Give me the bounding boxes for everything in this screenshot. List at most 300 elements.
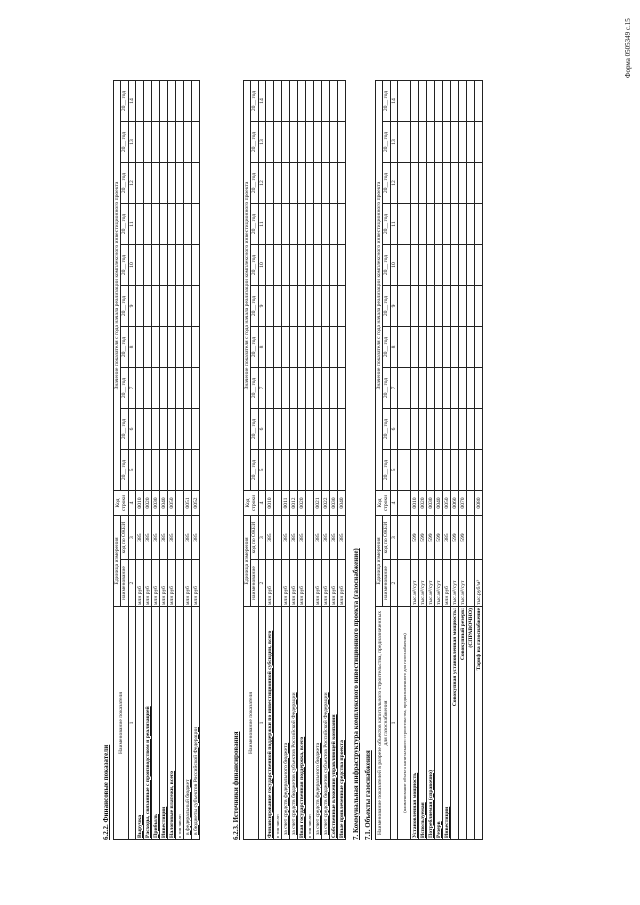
- code-cell: 0010: [411, 491, 419, 516]
- value-cell: [266, 163, 274, 204]
- row-label: за счет средств бюджетов субъектов Российской Федерации: [290, 607, 298, 840]
- value-cell: [168, 204, 176, 245]
- col-unit-header: Единица измерения: [114, 516, 121, 607]
- value-cell: [443, 286, 451, 327]
- value-cell: [274, 368, 282, 409]
- value-cell: [266, 204, 274, 245]
- value-cell: [443, 409, 451, 450]
- value-cell: [282, 122, 290, 163]
- col-name-header: Наименование показателя: [114, 607, 129, 840]
- value-cell: [475, 204, 483, 245]
- value-cell: [152, 286, 160, 327]
- value-cell: [314, 327, 322, 368]
- code-cell: 0022: [322, 491, 330, 516]
- value-cell: [144, 368, 152, 409]
- value-cell: [338, 81, 346, 122]
- value-cell: [451, 122, 459, 163]
- okei-cell: [176, 516, 184, 560]
- value-cell: [443, 122, 451, 163]
- code-cell: 0051: [184, 491, 192, 516]
- table-row: [282, 81, 290, 840]
- value-cell: [144, 81, 152, 122]
- value-cell: [398, 368, 411, 409]
- value-cell: [459, 450, 467, 491]
- value-cell: [475, 81, 483, 122]
- value-cell: [427, 450, 435, 491]
- code-cell: 0020: [298, 491, 306, 516]
- value-cell: [282, 368, 290, 409]
- value-cell: [467, 286, 475, 327]
- value-cell: [398, 163, 411, 204]
- year-header: 20__ год: [121, 245, 128, 286]
- year-header: 20__ год: [251, 286, 258, 327]
- value-cell: [475, 245, 483, 286]
- unit-subheader: наименование: [383, 560, 390, 607]
- value-cell: [443, 450, 451, 491]
- year-header: 20__ год: [383, 368, 390, 409]
- okei-cell: 385: [290, 516, 298, 560]
- value-cell: [290, 81, 298, 122]
- value-cell: [330, 122, 338, 163]
- table-row: [467, 81, 475, 840]
- row-label: в федеральный бюджет: [184, 607, 192, 840]
- value-cell: [168, 81, 176, 122]
- column-number: 4: [390, 491, 397, 516]
- value-cell: [192, 122, 200, 163]
- value-cell: [314, 204, 322, 245]
- value-cell: [451, 327, 459, 368]
- column-number: 5: [390, 450, 397, 491]
- row-label: Установленная мощность: [411, 607, 419, 840]
- subsection-heading: 7.1. Объекты газоснабжения: [364, 750, 372, 840]
- unit-cell: тыс.м³/сут: [459, 560, 467, 607]
- value-cell: [144, 286, 152, 327]
- value-cell: [176, 245, 184, 286]
- year-header: 20__ год: [121, 450, 128, 491]
- row-label: Иная государственная поддержка, всего: [298, 607, 306, 840]
- column-number: 2: [258, 560, 265, 607]
- table-row: [160, 81, 168, 840]
- value-cell: [144, 409, 152, 450]
- value-cell: [398, 409, 411, 450]
- financing-sources-block: [232, 80, 346, 840]
- value-cell: [136, 163, 144, 204]
- year-header: 20__ год: [121, 163, 128, 204]
- value-cell: [435, 245, 443, 286]
- okei-cell: 385: [443, 516, 451, 560]
- year-header: 20__ год: [251, 245, 258, 286]
- value-cell: [338, 368, 346, 409]
- table-row: [459, 81, 467, 840]
- value-cell: [176, 204, 184, 245]
- value-cell: [467, 81, 475, 122]
- value-cell: [266, 368, 274, 409]
- unit-cell: тыс.м³/сут: [419, 560, 427, 607]
- column-number: 2: [390, 560, 397, 607]
- column-number: 1: [258, 607, 265, 840]
- value-cell: [411, 409, 419, 450]
- value-cell: [330, 245, 338, 286]
- column-number: 10: [258, 245, 265, 286]
- row-label: за счет средств бюджетов субъектов Российской Федерации: [322, 607, 330, 840]
- value-cell: [459, 204, 467, 245]
- row-label: в бюджеты субъектов Российской Федерации: [192, 607, 200, 840]
- unit-cell: [306, 560, 314, 607]
- value-cell: [459, 409, 467, 450]
- year-header: 20__ год: [251, 368, 258, 409]
- year-header: 20__ год: [383, 163, 390, 204]
- column-number: 6: [128, 409, 135, 450]
- value-cell: [290, 368, 298, 409]
- value-cell: [192, 245, 200, 286]
- value-cell: [136, 245, 144, 286]
- value-cell: [184, 245, 192, 286]
- column-number: 10: [128, 245, 135, 286]
- value-cell: [338, 327, 346, 368]
- value-cell: [306, 286, 314, 327]
- form-code: Форма 0505349 с.15: [624, 18, 632, 78]
- value-cell: [338, 204, 346, 245]
- row-label: в том числе:: [274, 607, 282, 840]
- value-cell: [427, 286, 435, 327]
- value-cell: [411, 368, 419, 409]
- column-number: 3: [390, 516, 397, 560]
- value-cell: [274, 286, 282, 327]
- value-cell: [475, 450, 483, 491]
- value-cell: [282, 204, 290, 245]
- col-unit-header: Единица измерения: [244, 516, 251, 607]
- table-row: [306, 81, 314, 840]
- value-cell: [427, 409, 435, 450]
- value-cell: [330, 81, 338, 122]
- unit-cell: млн руб: [330, 560, 338, 607]
- okei-cell: 385: [298, 516, 306, 560]
- value-cell: [322, 245, 330, 286]
- year-header: 20__ год: [251, 450, 258, 491]
- column-number: 7: [258, 368, 265, 409]
- unit-cell: млн руб: [152, 560, 160, 607]
- unit-cell: [176, 560, 184, 607]
- value-cell: [168, 409, 176, 450]
- value-cell: [266, 245, 274, 286]
- column-number: 11: [390, 204, 397, 245]
- value-cell: [475, 409, 483, 450]
- okei-cell: 385: [266, 516, 274, 560]
- code-cell: 0030: [152, 491, 160, 516]
- value-cell: [459, 163, 467, 204]
- value-cell: [306, 368, 314, 409]
- unit-cell: млн руб: [136, 560, 144, 607]
- table-row: [152, 81, 160, 840]
- code-cell: 0040: [160, 491, 168, 516]
- value-cell: [475, 163, 483, 204]
- row-label: Используемая: [419, 607, 427, 840]
- value-cell: [290, 122, 298, 163]
- row-label: Резерв: [435, 607, 443, 840]
- value-cell: [266, 286, 274, 327]
- value-cell: [459, 122, 467, 163]
- code-cell: 0040: [338, 491, 346, 516]
- year-header: 20__ год: [251, 122, 258, 163]
- value-cell: [338, 409, 346, 450]
- code-cell: 0010: [266, 491, 274, 516]
- column-number: 1: [128, 607, 135, 840]
- value-cell: [136, 81, 144, 122]
- year-header: 20__ год: [121, 286, 128, 327]
- value-cell: [451, 81, 459, 122]
- value-cell: [330, 163, 338, 204]
- value-cell: [338, 286, 346, 327]
- value-cell: [176, 450, 184, 491]
- value-cell: [184, 409, 192, 450]
- value-cell: [160, 245, 168, 286]
- value-cell: [419, 81, 427, 122]
- code-cell: 0030: [330, 491, 338, 516]
- value-cell: [338, 450, 346, 491]
- value-cell: [168, 245, 176, 286]
- code-cell: 0010: [136, 491, 144, 516]
- table-row: [475, 81, 483, 840]
- column-number: 5: [258, 450, 265, 491]
- value-cell: [443, 163, 451, 204]
- code-cell: 0012: [290, 491, 298, 516]
- value-cell: [152, 122, 160, 163]
- table-row: [192, 81, 200, 840]
- value-cell: [398, 286, 411, 327]
- value-cell: [330, 368, 338, 409]
- column-number: 6: [258, 409, 265, 450]
- column-number: 7: [128, 368, 135, 409]
- value-cell: [306, 409, 314, 450]
- okei-cell: 599: [451, 516, 459, 560]
- code-cell: 0060: [451, 491, 459, 516]
- value-cell: [136, 450, 144, 491]
- value-cell: [184, 81, 192, 122]
- value-cell: [274, 450, 282, 491]
- value-cell: [184, 450, 192, 491]
- row-label: Потребляемая (справочно): [427, 607, 435, 840]
- unit-cell: тыс.м³/сут: [411, 560, 419, 607]
- value-cell: [184, 286, 192, 327]
- okei-cell: 385: [136, 516, 144, 560]
- col-name-header: Наименование показателей в разрезе объектов капитального строительства, предназначенных для газоснабжения: [376, 607, 391, 840]
- code-cell: 0020: [144, 491, 152, 516]
- value-cell: [184, 163, 192, 204]
- value-cell: [419, 204, 427, 245]
- value-cell: [427, 163, 435, 204]
- communal-infrastructure-block: [352, 80, 483, 840]
- value-cell: [168, 122, 176, 163]
- value-cell: [443, 81, 451, 122]
- row-label: Совокупная установленная мощность:: [451, 607, 459, 840]
- section-heading: 6.2.3. Источники финансирования: [232, 731, 240, 840]
- value-cell: [152, 81, 160, 122]
- year-header: 20__ год: [121, 327, 128, 368]
- value-cell: [274, 327, 282, 368]
- value-cell: [160, 122, 168, 163]
- row-label: Иные привлеченные средства проекта: [338, 607, 346, 840]
- value-cell: [427, 368, 435, 409]
- value-cell: [398, 327, 411, 368]
- value-cell: [314, 122, 322, 163]
- column-number: 14: [258, 81, 265, 122]
- okei-cell: 385: [282, 516, 290, 560]
- code-cell: 0070: [459, 491, 467, 516]
- col-name-header: Наименование показателя: [244, 607, 259, 840]
- value-cell: [192, 163, 200, 204]
- okei-cell: 599: [459, 516, 467, 560]
- value-cell: [427, 81, 435, 122]
- value-cell: [184, 204, 192, 245]
- value-cell: [314, 81, 322, 122]
- value-cell: [298, 368, 306, 409]
- unit-cell: млн руб: [144, 560, 152, 607]
- value-cell: [467, 122, 475, 163]
- okei-cell: 385: [330, 516, 338, 560]
- value-cell: [290, 450, 298, 491]
- value-cell: [290, 409, 298, 450]
- column-number: 11: [128, 204, 135, 245]
- value-cell: [435, 163, 443, 204]
- value-cell: [168, 368, 176, 409]
- column-number: 14: [390, 81, 397, 122]
- okei-cell: [475, 516, 483, 560]
- value-cell: [411, 81, 419, 122]
- value-cell: [443, 327, 451, 368]
- value-cell: [282, 327, 290, 368]
- value-cell: [330, 286, 338, 327]
- column-number: 9: [390, 286, 397, 327]
- table-row: [419, 81, 427, 840]
- value-cell: [398, 450, 411, 491]
- value-cell: [398, 516, 411, 560]
- value-cell: [298, 163, 306, 204]
- value-cell: [144, 204, 152, 245]
- row-label: в том числе:: [306, 607, 314, 840]
- unit-subheader: код по ОКЕИ: [121, 516, 128, 560]
- value-cell: [136, 409, 144, 450]
- value-cell: [282, 409, 290, 450]
- table-row: [266, 81, 274, 840]
- value-cell: [160, 327, 168, 368]
- unit-cell: млн руб: [298, 560, 306, 607]
- value-cell: [168, 286, 176, 327]
- okei-cell: 385: [322, 516, 330, 560]
- value-cell: [338, 122, 346, 163]
- value-cell: [176, 163, 184, 204]
- section-heading: 7. Коммунальная инфраструктура комплексного инвестиционного проекта (газоснабжение): [352, 548, 360, 840]
- column-number: 10: [390, 245, 397, 286]
- value-cell: [451, 204, 459, 245]
- column-number: 9: [128, 286, 135, 327]
- value-cell: [427, 327, 435, 368]
- value-cell: [160, 286, 168, 327]
- value-cell: [322, 450, 330, 491]
- value-cell: [435, 327, 443, 368]
- value-cell: [136, 122, 144, 163]
- table-row: [274, 81, 282, 840]
- col-unit-header: Единица измерения: [376, 516, 383, 607]
- value-cell: [266, 409, 274, 450]
- code-cell: 0050: [168, 491, 176, 516]
- value-cell: [314, 409, 322, 450]
- unit-cell: млн руб: [168, 560, 176, 607]
- year-header: 20__ год: [121, 409, 128, 450]
- value-cell: [192, 204, 200, 245]
- value-cell: [144, 327, 152, 368]
- value-cell: [398, 204, 411, 245]
- unit-cell: млн руб: [322, 560, 330, 607]
- value-cell: [435, 368, 443, 409]
- value-cell: [136, 327, 144, 368]
- value-cell: [290, 204, 298, 245]
- value-cell: [160, 204, 168, 245]
- table-row: [184, 81, 192, 840]
- value-cell: [176, 327, 184, 368]
- value-cell: [398, 560, 411, 607]
- value-cell: [314, 286, 322, 327]
- value-cell: [274, 204, 282, 245]
- value-cell: [160, 81, 168, 122]
- column-number: 13: [258, 122, 265, 163]
- unit-cell: тыс.м³/сут: [451, 560, 459, 607]
- gas-supply-table: [375, 80, 483, 840]
- unit-cell: тыс.м³/сут: [435, 560, 443, 607]
- value-cell: [314, 245, 322, 286]
- value-cell: [435, 204, 443, 245]
- value-cell: [419, 409, 427, 450]
- value-cell: [419, 122, 427, 163]
- value-cell: [467, 450, 475, 491]
- unit-cell: тыс.руб/м³: [475, 560, 483, 607]
- value-cell: [338, 245, 346, 286]
- okei-cell: 599: [427, 516, 435, 560]
- value-cell: [443, 368, 451, 409]
- value-cell: [282, 286, 290, 327]
- year-header: 20__ год: [383, 122, 390, 163]
- value-cell: [282, 163, 290, 204]
- value-cell: [160, 368, 168, 409]
- year-header: 20__ год: [121, 81, 128, 122]
- year-header: 20__ год: [383, 245, 390, 286]
- column-number: 8: [390, 327, 397, 368]
- value-cell: [298, 327, 306, 368]
- column-number: 8: [258, 327, 265, 368]
- value-cell: [152, 368, 160, 409]
- value-cell: [322, 327, 330, 368]
- value-cell: [266, 122, 274, 163]
- object-caption: (наименование объекта капитального строительства, предназначенного для газоснабжения): [398, 607, 411, 840]
- value-cell: [290, 327, 298, 368]
- table-row: [398, 81, 411, 840]
- column-number: 13: [128, 122, 135, 163]
- value-cell: [306, 245, 314, 286]
- value-cell: [176, 122, 184, 163]
- value-cell: [298, 81, 306, 122]
- unit-subheader: код по ОКЕИ: [383, 516, 390, 560]
- col-values-header: Значение показателя с года начала реализации комплексного инвестиционного проекта: [244, 81, 251, 491]
- column-number: 11: [258, 204, 265, 245]
- value-cell: [467, 204, 475, 245]
- okei-cell: 385: [314, 516, 322, 560]
- value-cell: [411, 245, 419, 286]
- value-cell: [419, 368, 427, 409]
- value-cell: [160, 450, 168, 491]
- column-number: 3: [258, 516, 265, 560]
- year-header: 20__ год: [251, 204, 258, 245]
- value-cell: [475, 286, 483, 327]
- value-cell: [435, 450, 443, 491]
